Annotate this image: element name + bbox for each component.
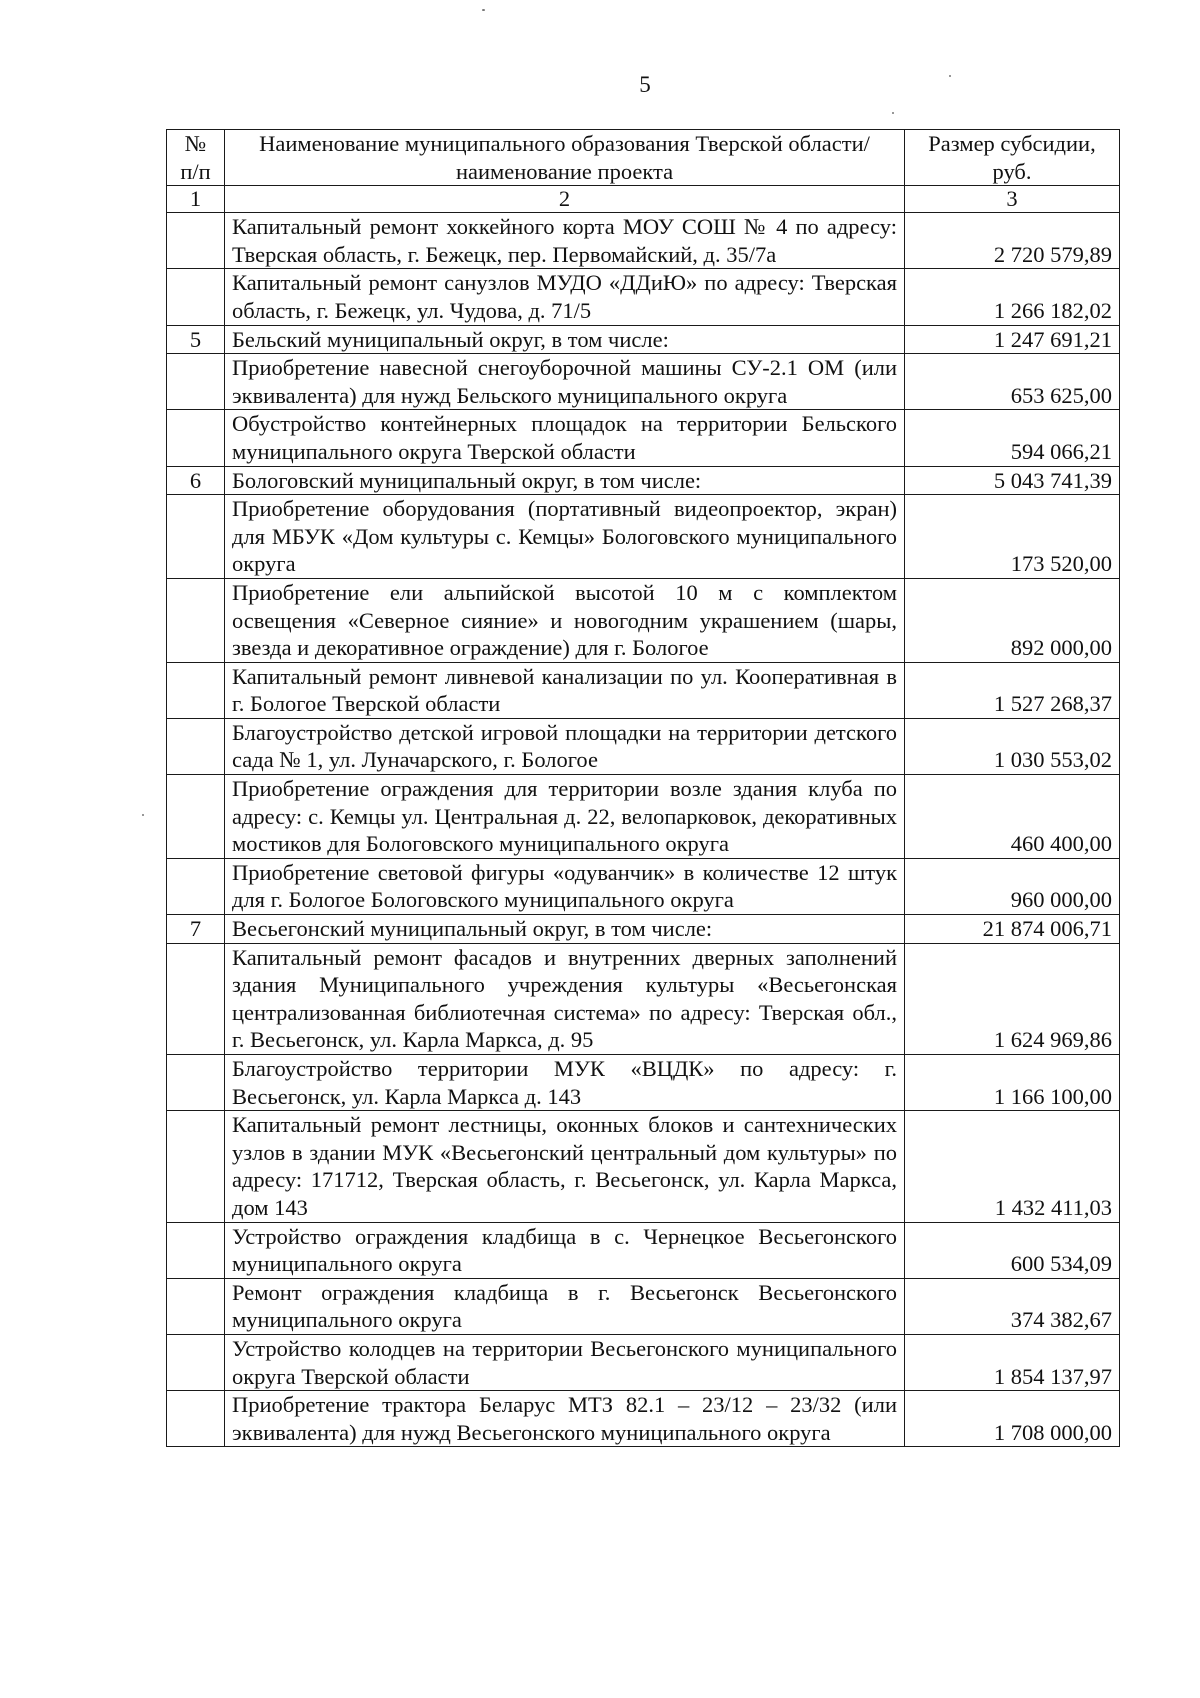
column-index-row <box>167 186 1120 213</box>
row-project-name: Приобретение навесной снегоуборочной машины СУ-2.1 ОМ (или эквивалента) для нужд Бельского муниципального округа <box>225 354 905 410</box>
table-row <box>167 1111 1120 1222</box>
table-row <box>167 1334 1120 1390</box>
row-number <box>167 1334 225 1390</box>
table-header-row <box>167 130 1120 186</box>
row-subsidy-amount: 1 030 553,02 <box>905 718 1120 774</box>
header-num: № п/п <box>167 130 225 186</box>
row-number <box>167 354 225 410</box>
table-row <box>167 1055 1120 1111</box>
row-subsidy-amount: 1 624 969,86 <box>905 943 1120 1054</box>
table-row <box>167 915 1120 944</box>
row-number <box>167 662 225 718</box>
table-row <box>167 1222 1120 1278</box>
column-index: 1 <box>167 186 225 213</box>
row-project-name: Устройство колодцев на территории Весьегонского муниципального округа Тверской области <box>225 1334 905 1390</box>
table-row <box>167 718 1120 774</box>
row-project-name: Ремонт ограждения кладбища в г. Весьегонск Весьегонского муниципального округа <box>225 1278 905 1334</box>
row-number: 5 <box>167 325 225 354</box>
header-amount: Размер субсидии, руб. <box>905 130 1120 186</box>
row-project-name: Приобретение трактора Беларус МТЗ 82.1 – 23/12 – 23/32 (или эквивалента) для нужд Весьегонского муниципального округа <box>225 1391 905 1447</box>
row-subsidy-amount: 960 000,00 <box>905 858 1120 914</box>
row-subsidy-amount: 374 382,67 <box>905 1278 1120 1334</box>
row-project-name: Капитальный ремонт ливневой канализации по ул. Кооперативная в г. Бологое Тверской области <box>225 662 905 718</box>
row-subsidy-amount: 1 266 182,02 <box>905 269 1120 325</box>
row-project-name: Благоустройство детской игровой площадки на территории детского сада № 1, ул. Луначарского, г. Бологое <box>225 718 905 774</box>
row-number <box>167 213 225 269</box>
row-subsidy-amount: 21 874 006,71 <box>905 915 1120 944</box>
row-subsidy-amount: 1 247 691,21 <box>905 325 1120 354</box>
row-project-name: Приобретение световой фигуры «одуванчик» в количестве 12 штук для г. Бологое Бологовского муниципального округа <box>225 858 905 914</box>
row-number <box>167 410 225 466</box>
scan-speck <box>482 9 485 11</box>
row-number <box>167 1391 225 1447</box>
row-number <box>167 775 225 859</box>
row-number <box>167 1278 225 1334</box>
row-number <box>167 1222 225 1278</box>
header-name: Наименование муниципального образования Тверской области/наименование проекта <box>225 130 905 186</box>
row-subsidy-amount: 594 066,21 <box>905 410 1120 466</box>
row-number: 6 <box>167 466 225 495</box>
table-row <box>167 578 1120 662</box>
row-number <box>167 858 225 914</box>
scan-speck <box>892 112 894 114</box>
row-project-name: Капитальный ремонт лестницы, оконных блоков и сантехнических узлов в здании МУК «Весьегонский центральный дом культуры» по адресу: 171712, Тверская область, г. Весьегонск, ул. Карла Маркса, дом 143 <box>225 1111 905 1222</box>
row-project-name: Бельский муниципальный округ, в том числе: <box>225 325 905 354</box>
row-number <box>167 578 225 662</box>
row-project-name: Капитальный ремонт фасадов и внутренних дверных заполнений здания Муниципального учреждения культуры «Весьегонская централизованная библиотечная система» по адресу: Тверская обл., г. Весьегонск, ул. Карла Маркса, д. 95 <box>225 943 905 1054</box>
row-subsidy-amount: 1 432 411,03 <box>905 1111 1120 1222</box>
row-project-name: Приобретение ограждения для территории возле здания клуба по адресу: с. Кемцы ул. Центральная д. 22, велопарковок, декоративных мостиков для Бологовского муниципального округа <box>225 775 905 859</box>
row-project-name: Приобретение оборудования (портативный видеопроектор, экран) для МБУК «Дом культуры с. Кемцы» Бологовского муниципального округа <box>225 495 905 579</box>
table-row <box>167 354 1120 410</box>
row-subsidy-amount: 5 043 741,39 <box>905 466 1120 495</box>
row-subsidy-amount: 460 400,00 <box>905 775 1120 859</box>
row-project-name: Устройство ограждения кладбища в с. Чернецкое Весьегонского муниципального округа <box>225 1222 905 1278</box>
table-row <box>167 943 1120 1054</box>
table-row <box>167 1391 1120 1447</box>
row-project-name: Капитальный ремонт санузлов МУДО «ДДиЮ» по адресу: Тверская область, г. Бежецк, ул. Чудова, д. 71/5 <box>225 269 905 325</box>
row-project-name: Приобретение ели альпийской высотой 10 м с комплектом освещения «Северное сияние» и новогодним украшением (шары, звезда и декоративное ограждение) для г. Бологое <box>225 578 905 662</box>
page-number: 5 <box>639 72 651 97</box>
row-project-name: Капитальный ремонт хоккейного корта МОУ СОШ № 4 по адресу: Тверская область, г. Бежецк, пер. Первомайский, д. 35/7а <box>225 213 905 269</box>
table-body <box>167 213 1120 1447</box>
row-number <box>167 269 225 325</box>
table-row <box>167 466 1120 495</box>
row-number <box>167 1111 225 1222</box>
row-number <box>167 1055 225 1111</box>
table-row <box>167 1278 1120 1334</box>
row-number <box>167 718 225 774</box>
row-number <box>167 495 225 579</box>
table-row <box>167 213 1120 269</box>
row-subsidy-amount: 892 000,00 <box>905 578 1120 662</box>
row-subsidy-amount: 1 527 268,37 <box>905 662 1120 718</box>
row-number: 7 <box>167 915 225 944</box>
table-row <box>167 662 1120 718</box>
column-index: 3 <box>905 186 1120 213</box>
row-project-name: Благоустройство территории МУК «ВЦДК» по адресу: г. Весьегонск, ул. Карла Маркса д. 143 <box>225 1055 905 1111</box>
row-subsidy-amount: 600 534,09 <box>905 1222 1120 1278</box>
row-subsidy-amount: 173 520,00 <box>905 495 1120 579</box>
row-subsidy-amount: 1 708 000,00 <box>905 1391 1120 1447</box>
row-project-name: Весьегонский муниципальный округ, в том числе: <box>225 915 905 944</box>
column-index: 2 <box>225 186 905 213</box>
row-project-name: Бологовский муниципальный округ, в том числе: <box>225 466 905 495</box>
table-row <box>167 269 1120 325</box>
row-number <box>167 943 225 1054</box>
table-row <box>167 858 1120 914</box>
row-subsidy-amount: 653 625,00 <box>905 354 1120 410</box>
scan-speck <box>949 75 951 77</box>
table-row <box>167 410 1120 466</box>
table-row <box>167 495 1120 579</box>
table-row <box>167 325 1120 354</box>
subsidy-table <box>166 129 1120 1447</box>
row-project-name: Обустройство контейнерных площадок на территории Бельского муниципального округа Тверской области <box>225 410 905 466</box>
table-row <box>167 775 1120 859</box>
row-subsidy-amount: 1 854 137,97 <box>905 1334 1120 1390</box>
scan-speck <box>142 814 144 816</box>
row-subsidy-amount: 1 166 100,00 <box>905 1055 1120 1111</box>
row-subsidy-amount: 2 720 579,89 <box>905 213 1120 269</box>
